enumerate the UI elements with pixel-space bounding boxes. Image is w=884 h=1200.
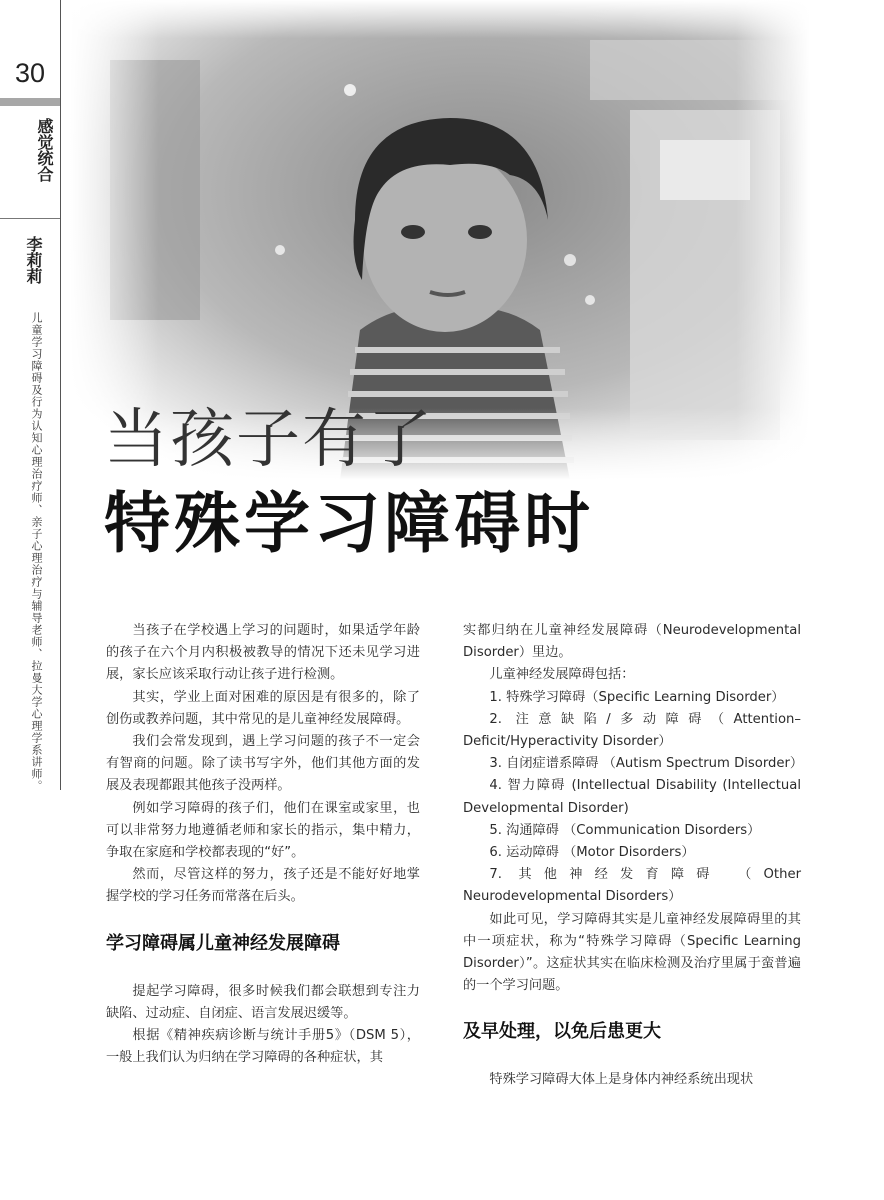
page-number-bar (0, 98, 60, 106)
title-line-1: 当孩子有了 (104, 403, 434, 477)
author-bio: 儿童学习障碍及行为认知心理治疗师、亲子心理治疗与辅导老师、拉曼大学心理学系讲师。 (30, 312, 43, 792)
list-item: 5. 沟通障碍 （Communication Disorders） (489, 822, 761, 838)
right-column (463, 620, 804, 1092)
section-label: 感觉统合 (35, 118, 54, 182)
author-name: 李莉莉 (24, 236, 43, 284)
title-line-2: 特殊学习障碍时 (104, 485, 594, 562)
paragraph: 实都归纳在儿童神经发展障碍（Neurodevelopmental Disorder）里边。 (463, 623, 801, 661)
paragraph: 例如学习障碍的孩子们，他们在课室或家里，也可以非常努力地遵循老师和家长的指示，集中精力，争取在家庭和学校都表现的“好”。 (106, 800, 420, 861)
paragraph: 如此可见，学习障碍其实是儿童神经发展障碍里的其中一项症状，称为“特殊学习障碍（Specific Learning Disorder）”。这症状其实在临床检测及治疗里属于蛮普遍的一个学习问题。 (463, 911, 801, 994)
list-item: 6. 运动障碍 （Motor Disorders） (489, 845, 695, 861)
page-number: 30 (14, 58, 46, 88)
paragraph: 其实，学业上面对困难的原因是有很多的，除了创伤或教养问题，其中常见的是儿童神经发展障碍。 (106, 689, 420, 727)
paragraph: 儿童神经发展障碍包括： (489, 667, 635, 683)
paragraph: 我们会常发现到，遇上学习问题的孩子不一定会有智商的问题。除了读书写字外，他们其他方面的发展及表现都跟其他孩子没两样。 (106, 734, 420, 794)
paragraph: 根据《精神疾病诊断与统计手册5》（DSM 5），一般上我们认为归纳在学习障碍的各种症状，其 (106, 1028, 420, 1066)
left-column (106, 620, 420, 1069)
section-heading: 学习障碍属儿童神经发展障碍 (106, 932, 340, 954)
list-item: 7. 其他神经发育障碍 （Other Neurodevelopmental Disorders） (463, 867, 801, 905)
sidebar-divider (60, 0, 61, 790)
paragraph: 特殊学习障碍大体上是身体内神经系统出现状 (489, 1072, 754, 1088)
list-item: 4. 智力障碍 (Intellectual Disability (Intellectual Developmental Disorder) (463, 778, 801, 816)
paragraph: 当孩子在学校遇上学习的问题时，如果适学年龄的孩子在六个月内积极被教导的情况下还未见学习进展，家长应该采取行动让孩子进行检测。 (106, 623, 420, 683)
list-item: 1. 特殊学习障碍（Specific Learning Disorder） (489, 689, 785, 705)
section-heading: 及早处理，以免后患更大 (463, 1021, 661, 1043)
paragraph: 然而，尽管这样的努力，孩子还是不能好好地掌握学校的学习任务而常落在后头。 (106, 867, 420, 905)
paragraph: 提起学习障碍，很多时候我们都会联想到专注力缺陷、过动症、自闭症、语言发展迟缓等。 (106, 983, 420, 1021)
sidebar-separator (0, 218, 60, 219)
list-item: 2. 注意缺陷/多动障碍（Attention–Deficit/Hyperactivity Disorder） (463, 711, 801, 750)
list-item: 3. 自闭症谱系障碍 （Autism Spectrum Disorder） (489, 756, 804, 772)
